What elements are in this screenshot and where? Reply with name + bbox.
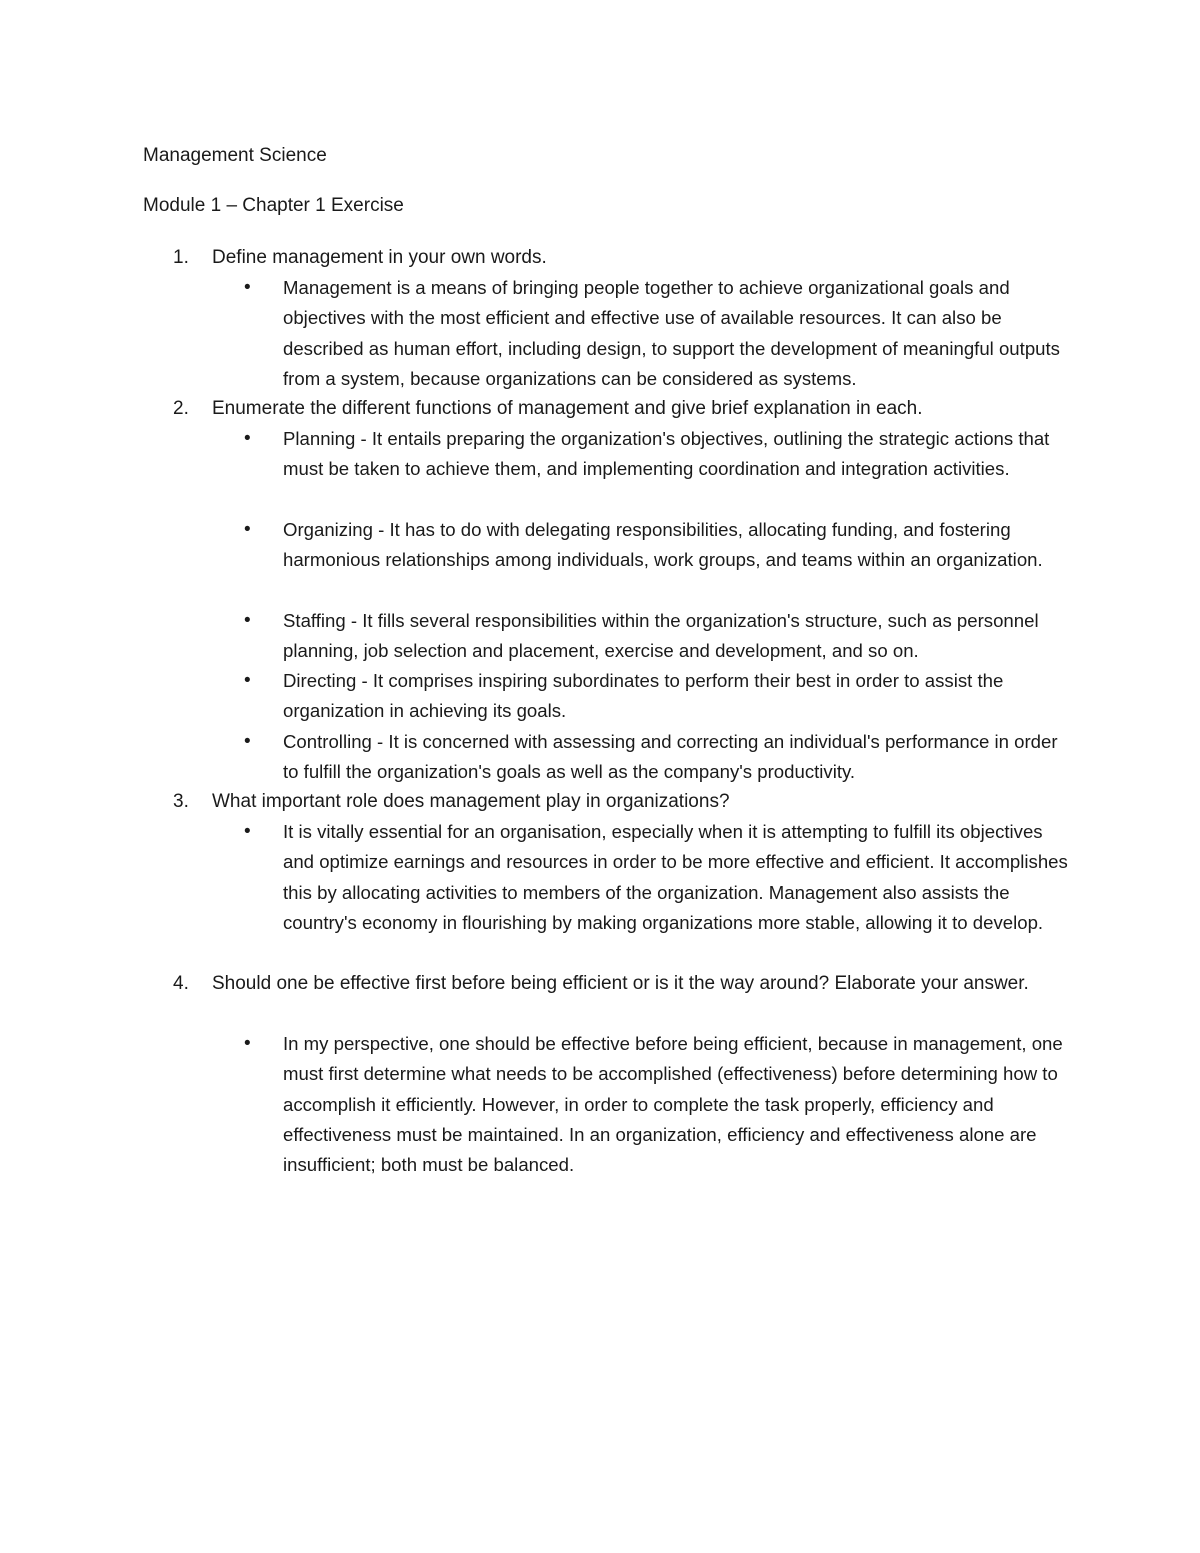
question-text: Should one be effective first before being efficient or is it the way around? Elaborate your answer.: [212, 973, 1029, 994]
answer-text: Staffing - It fills several responsibilities within the organization's structure, such as personnel planning, job selection and placement, exercise and development, and so on.: [283, 610, 1039, 662]
question-text: Define management in your own words.: [212, 247, 547, 268]
bullet-icon: •: [244, 1033, 251, 1054]
bullet-icon: •: [244, 731, 251, 752]
answer-text: Organizing - It has to do with delegating responsibilities, allocating funding, and fostering harmonious relationships among individuals, work groups, and teams within an organization.: [283, 519, 1043, 571]
answer-text: Planning - It entails preparing the organization's objectives, outlining the strategic actions that must be taken to achieve them, and implementing coordination and integration activities.: [283, 428, 1050, 480]
document-title: Management Science: [143, 145, 327, 166]
question-text: Enumerate the different functions of management and give brief explanation in each.: [212, 398, 923, 419]
question-text: What important role does management play in organizations?: [212, 791, 730, 812]
bullet-icon: •: [244, 821, 251, 842]
question-number: 2.: [173, 398, 189, 419]
question-number: 4.: [173, 973, 189, 994]
answer-text: Controlling - It is concerned with assessing and correcting an individual's performance in order to fulfill the organization's goals as well as the company's productivity.: [283, 731, 1058, 783]
answer-text: Directing - It comprises inspiring subordinates to perform their best in order to assist the organization in achieving its goals.: [283, 670, 1004, 722]
answer-text: In my perspective, one should be effective before being efficient, because in management, one must first determine what needs to be accomplished (effectiveness) before determining how to accomplish it efficiently. However, in order to complete the task properly, efficiency and effectiveness must be maintained. In an organization, efficiency and effectiveness alone are insufficient; both must be balanced.: [283, 1033, 1063, 1176]
answer-text: Management is a means of bringing people together to achieve organizational goals and objectives with the most efficient and effective use of available resources. It can also be described as human effort, including design, to support the development of meaningful outputs from a system, because organizations can be considered as systems.: [283, 277, 1060, 389]
bullet-icon: •: [244, 610, 251, 631]
bullet-icon: •: [244, 519, 251, 540]
question-number: 1.: [173, 247, 189, 268]
bullet-icon: •: [244, 277, 251, 298]
question-number: 3.: [173, 791, 189, 812]
bullet-icon: •: [244, 428, 251, 449]
answer-text: It is vitally essential for an organisation, especially when it is attempting to fulfill its objectives and optimize earnings and resources in order to be more effective and efficient. It accomplishes this by allocating activities to members of the organization. Management also assists the country's economy in flourishing by making organizations more stable, allowing it to develop.: [283, 821, 1068, 933]
bullet-icon: •: [244, 670, 251, 691]
document-subtitle: Module 1 – Chapter 1 Exercise: [143, 195, 404, 216]
